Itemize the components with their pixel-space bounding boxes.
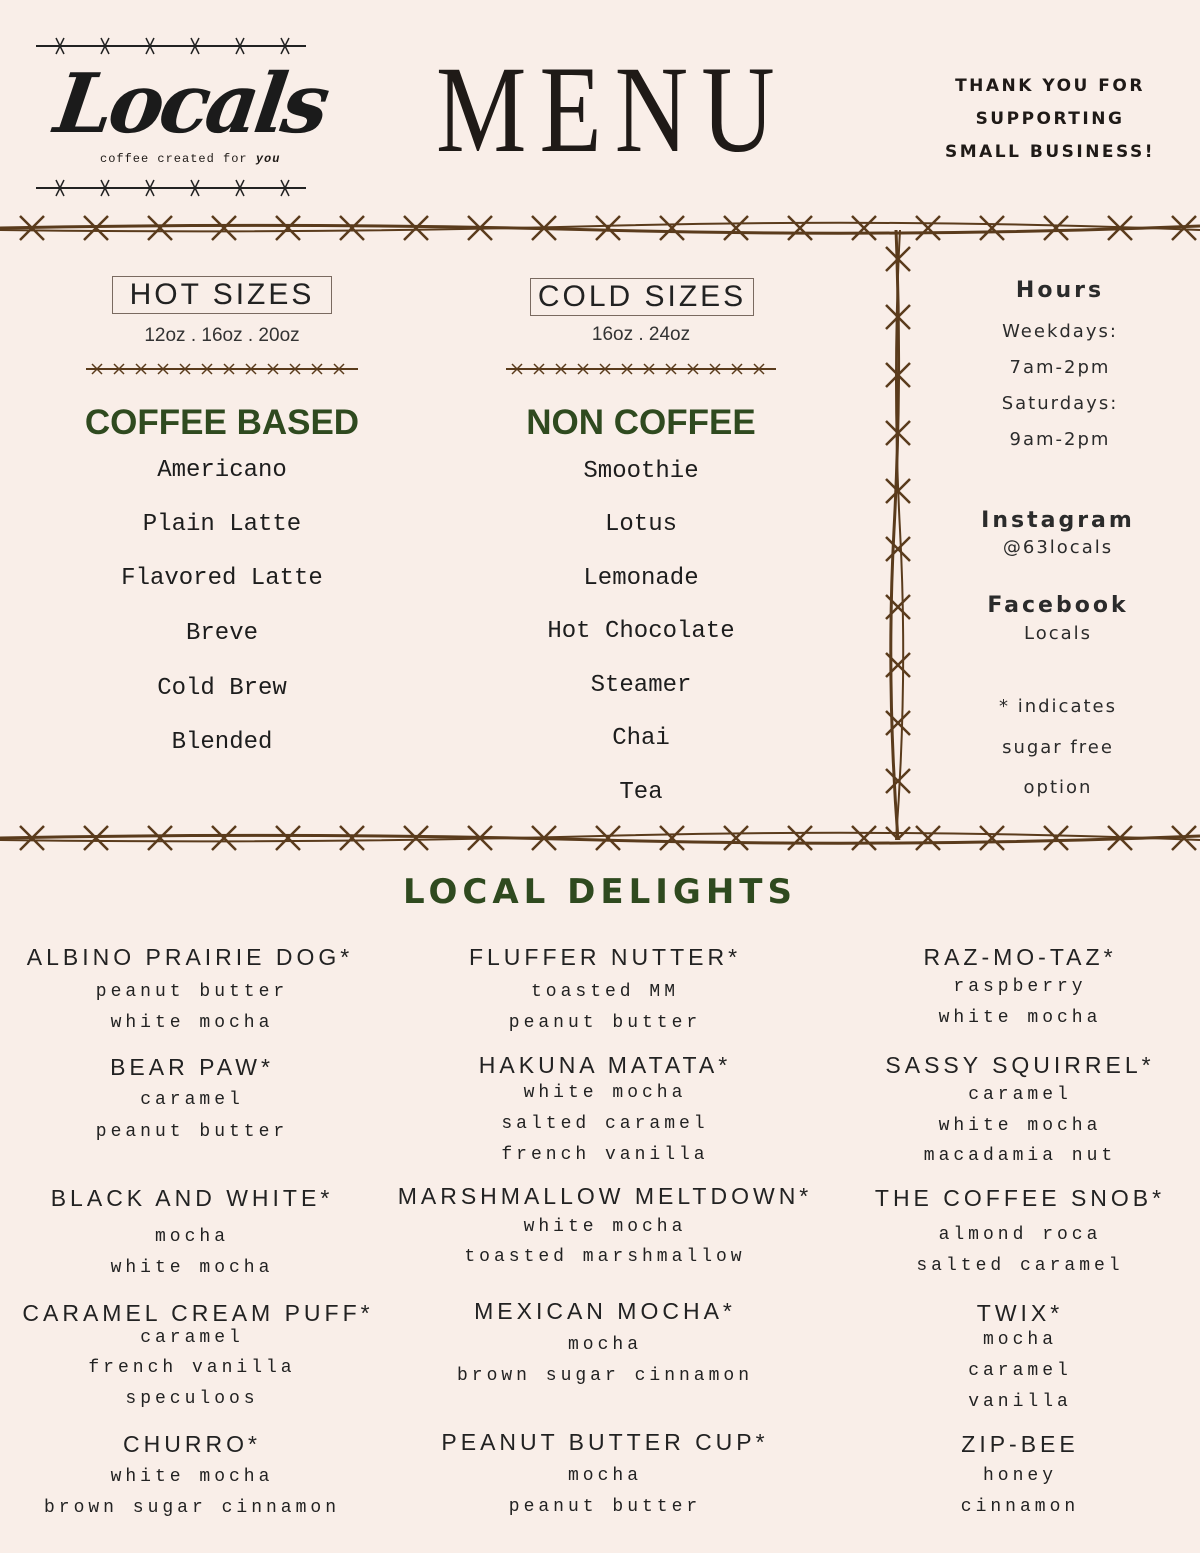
hot-sizes-values: 12oz . 16oz . 20oz [144,325,300,346]
barb-icon [660,216,684,240]
drink-name: HAKUNA MATATA* [478,1052,732,1078]
local-delights-title: LOCAL DELIGHTS [403,872,797,912]
barb-icon [788,216,812,240]
instagram-handle[interactable]: @63locals [1002,537,1114,558]
thanks-line: THANK YOU FOR [955,76,1145,96]
barbed-wire-middle-icon [0,816,1200,860]
barb-icon [886,595,910,619]
drink-ingredient: white mocha [523,1217,687,1237]
barb-icon [886,537,910,561]
logo-wire-bottom-icon [36,178,306,198]
barbed-wire-vertical-icon [876,230,920,840]
barb-icon [148,826,172,850]
drink-ingredient: peanut butter [95,982,289,1002]
barb-icon [276,216,300,240]
barb-icon [886,769,910,793]
barb-icon [724,826,748,850]
barb-icon [596,826,620,850]
facebook-name[interactable]: Locals [1023,623,1093,644]
drink-ingredient: mocha [982,1330,1057,1350]
barb-icon [212,216,236,240]
drink-ingredient: french vanilla [501,1145,709,1165]
barb-icon [1044,216,1068,240]
coffee-based-item: Flavored Latte [121,565,323,592]
sugar-free-note: option [1023,777,1093,798]
drink-ingredient: white mocha [110,1467,274,1487]
coffee-based-item: Breve [185,620,258,647]
cold-sizes-values: 16oz . 24oz [591,324,691,345]
drink-name: MEXICAN MOCHA* [474,1298,736,1324]
drink-name: FLUFFER NUTTER* [468,944,742,970]
coffee-based-item: Blended [171,729,273,756]
drink-ingredient: raspberry [953,977,1087,997]
drink-ingredient: honey [982,1466,1057,1486]
drink-ingredient: peanut butter [508,1013,702,1033]
sugar-free-note: * indicates [999,696,1117,717]
sugar-free-note: sugar free [1002,737,1114,758]
barb-icon [340,826,364,850]
barb-icon [852,826,876,850]
hours-line: Saturdays: [1001,393,1119,414]
hours-line: Weekdays: [1002,321,1118,342]
instagram-title: Instagram [981,508,1135,533]
barb-icon [340,216,364,240]
drink-name: CHURRO* [123,1431,261,1457]
barb-icon [886,711,910,735]
non-coffee-item: Lemonade [583,565,699,592]
drink-ingredient: almond roca [938,1225,1102,1245]
non-coffee-item: Steamer [590,672,692,699]
drink-name: ALBINO PRAIRIE DOG* [26,944,354,970]
drink-ingredient: mocha [567,1335,642,1355]
drink-name: SASSY SQUIRREL* [885,1052,1155,1078]
drink-ingredient: peanut butter [95,1122,289,1142]
coffee-based-title: COFFEE BASED [84,403,360,442]
drink-ingredient: mocha [567,1466,642,1486]
logo-wire-top-icon [36,36,306,56]
barb-icon [212,826,236,850]
logo [36,36,332,196]
drink-ingredient: salted caramel [916,1256,1124,1276]
non-coffee-item: Chai [612,725,670,752]
barbed-wire-top-icon [0,206,1200,250]
barb-icon [980,216,1004,240]
drink-name: MARSHMALLOW MELTDOWN* [397,1183,813,1209]
barb-icon [596,216,620,240]
drink-ingredient: french vanilla [88,1358,296,1378]
drink-ingredient: brown sugar cinnamon [456,1366,754,1386]
logo-tagline: coffee created for you [100,152,281,166]
drink-ingredient: caramel [968,1361,1072,1381]
hours-line: 7am-2pm [1009,357,1111,378]
thanks-line: SMALL BUSINESS! [944,142,1156,162]
drink-ingredient: peanut butter [508,1497,702,1517]
small-wire-right-icon [506,360,776,378]
drink-ingredient: white mocha [110,1013,274,1033]
drink-ingredient: white mocha [523,1083,687,1103]
non-coffee-item: Lotus [604,511,677,538]
drink-name: TWIX* [976,1300,1064,1326]
logo-text: Locals [49,56,332,152]
page-title: MENU [436,41,788,178]
non-coffee-item: Smoothie [583,458,699,485]
non-coffee-title: NON COFFEE [526,403,756,442]
drink-name: BLACK AND WHITE* [50,1185,334,1211]
coffee-based-item: Americano [157,457,287,484]
drink-ingredient: caramel [968,1085,1072,1105]
barb-icon [1044,826,1068,850]
drink-name: BEAR PAW* [110,1054,274,1080]
drink-ingredient: caramel [140,1090,244,1110]
barb-icon [148,216,172,240]
thanks-line: SUPPORTING [975,109,1125,129]
non-coffee-item: Hot Chocolate [547,618,735,645]
coffee-based-item: Cold Brew [157,675,287,702]
drink-ingredient: salted caramel [501,1114,709,1134]
cold-sizes-label: COLD SIZES [530,278,754,316]
drink-ingredient: white mocha [110,1258,274,1278]
drink-ingredient: caramel [140,1328,244,1348]
drink-ingredient: vanilla [968,1392,1072,1412]
drink-ingredient: cinnamon [960,1497,1080,1517]
barb-icon [660,826,684,850]
drink-name: ZIP-BEE [961,1431,1079,1457]
drink-name: CARAMEL CREAM PUFF* [22,1300,374,1326]
drink-ingredient: mocha [154,1227,229,1247]
facebook-title: Facebook [987,593,1129,618]
barb-icon [788,826,812,850]
drink-ingredient: macadamia nut [923,1146,1117,1166]
non-coffee-item: Tea [619,779,663,806]
drink-ingredient: toasted marshmallow [464,1247,746,1267]
coffee-based-item: Plain Latte [142,511,302,538]
barb-icon [980,826,1004,850]
drink-name: THE COFFEE SNOB* [874,1185,1166,1211]
small-wire-left-icon [86,360,358,378]
hours-line: 9am-2pm [1009,429,1111,450]
thanks-message [930,70,1170,169]
drink-ingredient: brown sugar cinnamon [43,1498,341,1518]
hot-sizes-label: HOT SIZES [112,276,332,314]
hours-title: Hours [1015,278,1105,303]
drink-ingredient: white mocha [938,1116,1102,1136]
barb-icon [852,216,876,240]
drink-ingredient: toasted MM [530,982,680,1002]
drink-ingredient: white mocha [938,1008,1102,1028]
drink-ingredient: speculoos [125,1389,259,1409]
barb-icon [724,216,748,240]
drink-name: PEANUT BUTTER CUP* [441,1429,769,1455]
drink-name: RAZ-MO-TAZ* [923,944,1117,970]
barb-icon [276,826,300,850]
